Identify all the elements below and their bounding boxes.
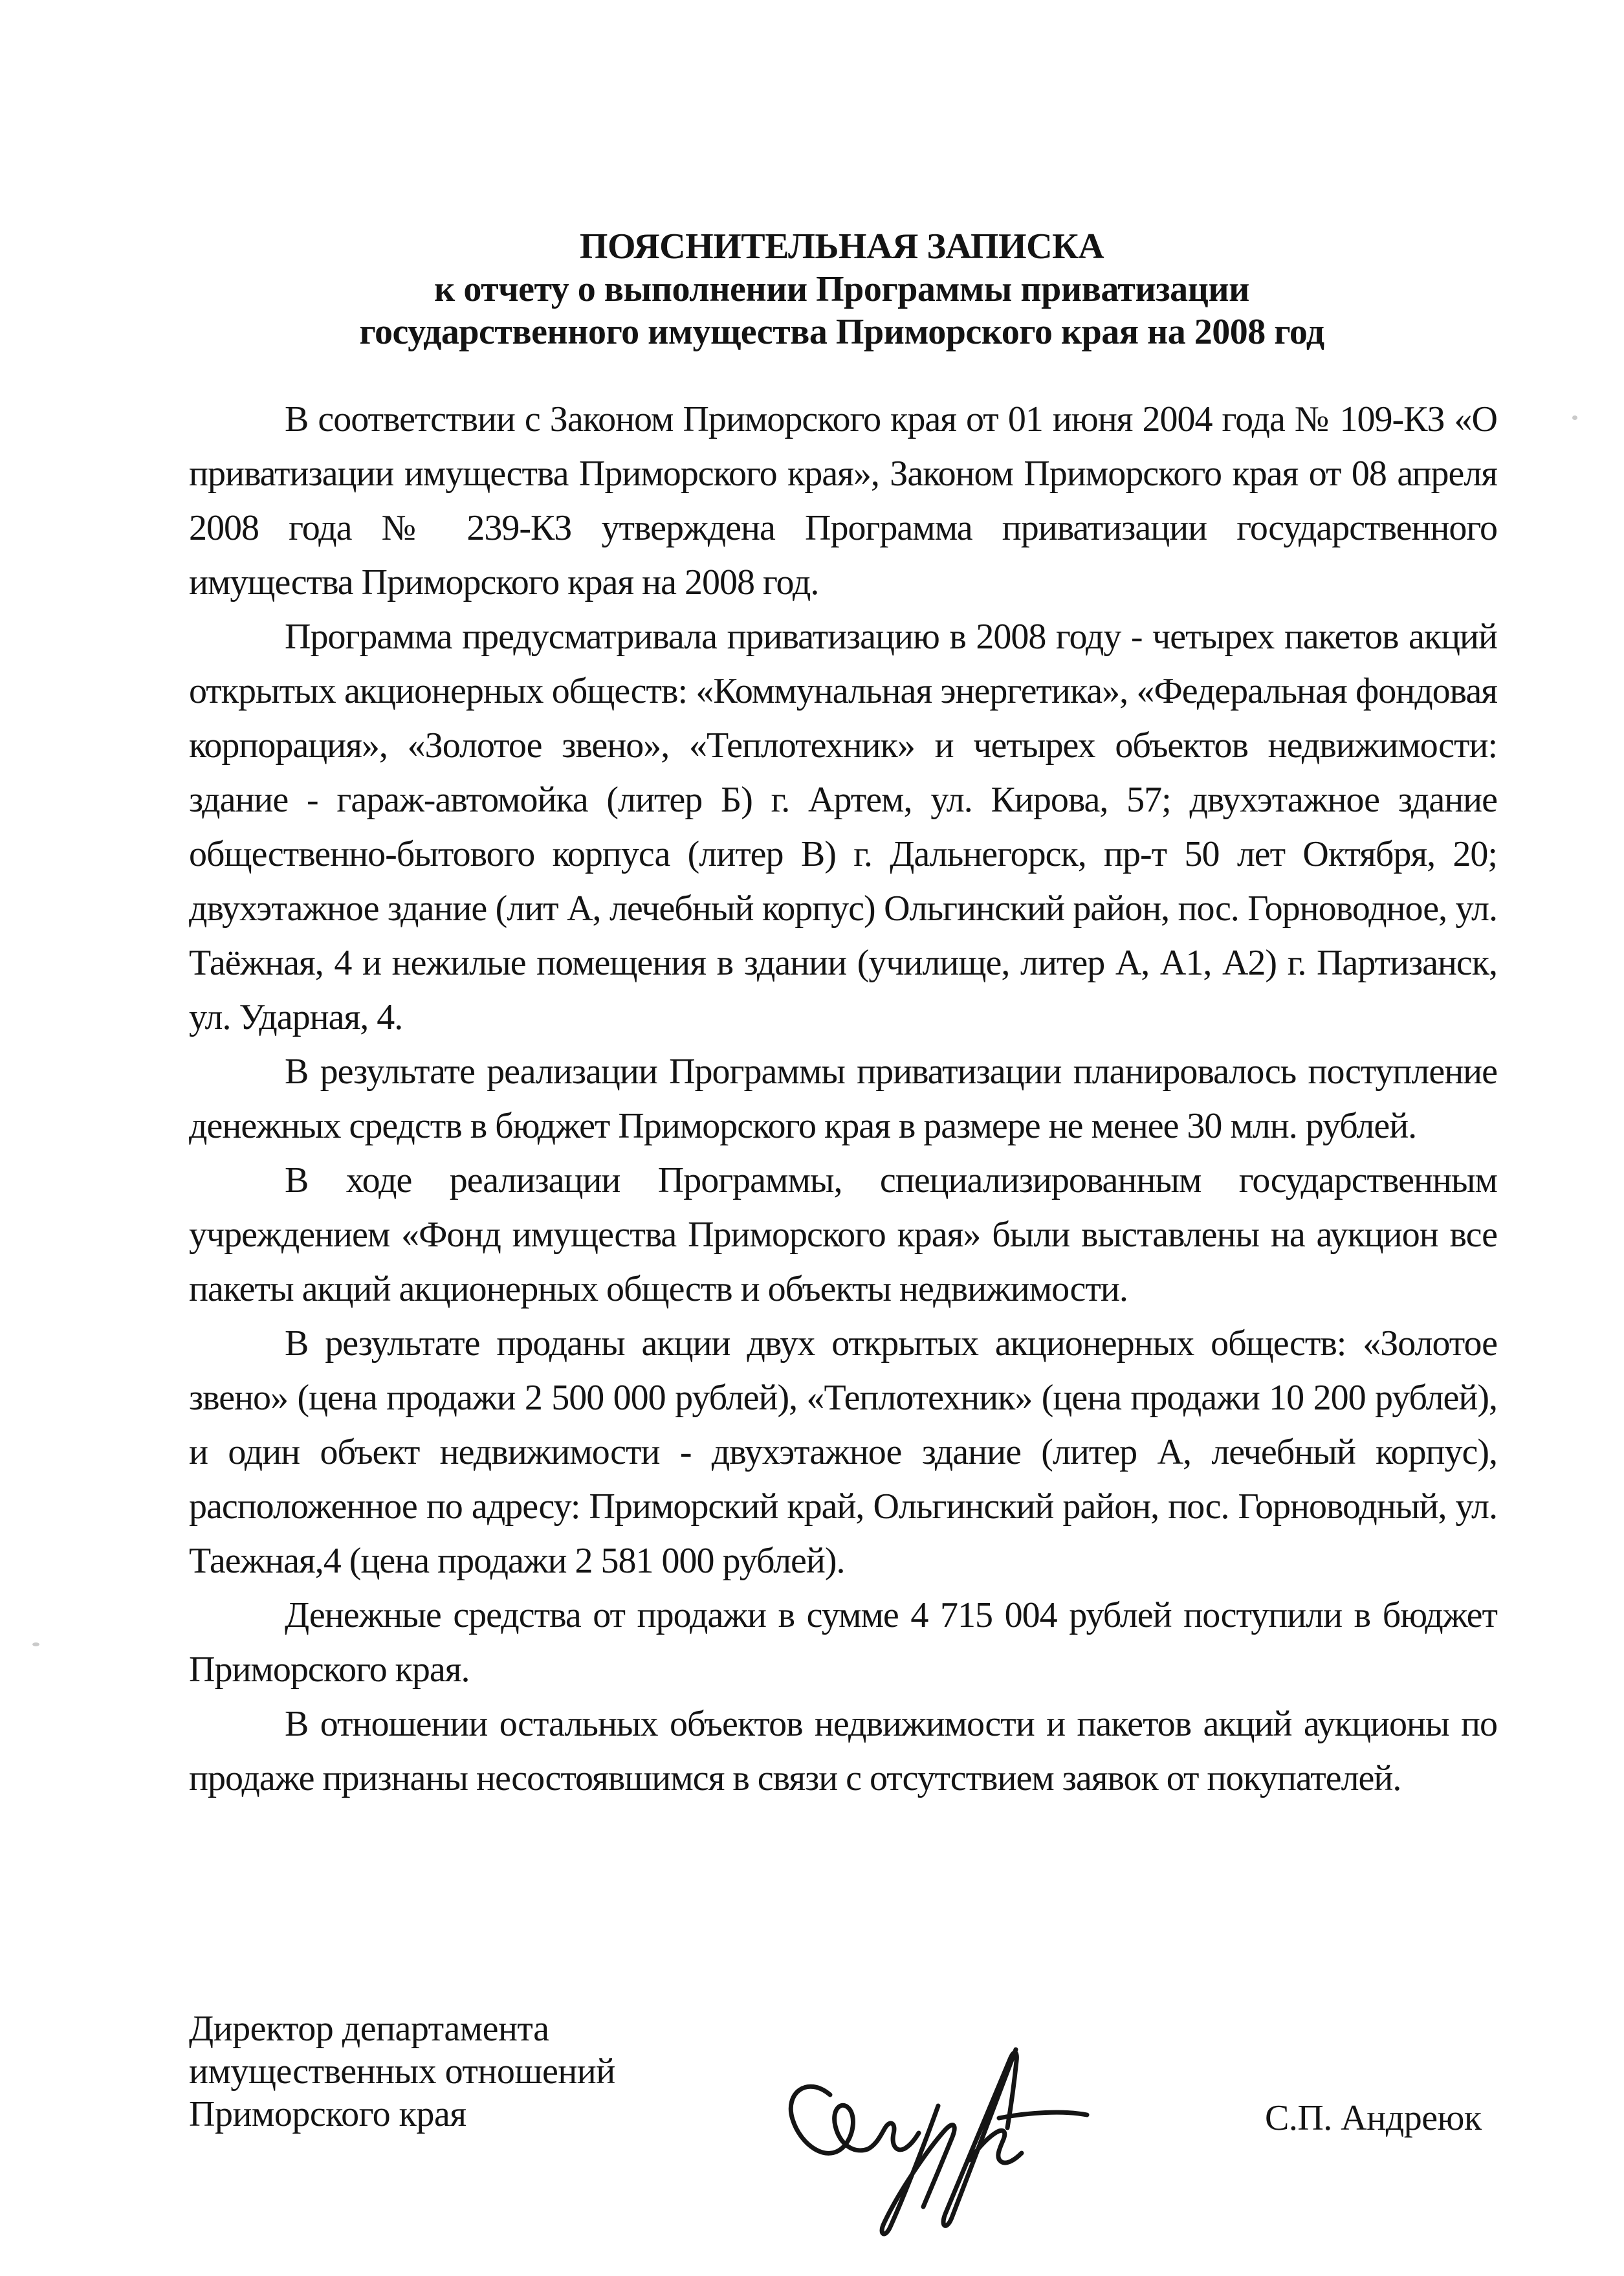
document-title bbox=[189, 225, 1495, 353]
title-line-2: к отчету о выполнении Программы приватизации bbox=[434, 269, 1249, 309]
signature-block bbox=[0, 2006, 1624, 2276]
signatory-position-line-3: Приморского края bbox=[189, 2094, 466, 2134]
signatory-position bbox=[189, 2007, 615, 2136]
paragraph-sale-results: В результате проданы акции двух открытых акционерных обществ: «Золотое звено» (цена продажи 2 500 000 рублей), «Теплотехник» (цена продажи 10 200 рублей), и один объект недвижимости - двухэтажное здание (литер А, лечебный корпус), расположенное по адресу: Приморский край, Ольгинский район, пос. Горноводный, ул. Таежная,4 (цена продажи 2 581 000 рублей). bbox=[189, 1323, 1497, 1581]
handwritten-signature bbox=[775, 2033, 1112, 2253]
signatory-position-line-2: имущественных отношений bbox=[189, 2051, 615, 2092]
signatory-name: С.П. Андреюк bbox=[1265, 2098, 1482, 2138]
title-line-3: государственного имущества Приморского края на 2008 год bbox=[359, 312, 1324, 352]
paragraph-failed-auctions: В отношении остальных объектов недвижимости и пакетов акций аукционы по продаже признаны несостоявшимся в связи с отсутствием заявок от покупателей. bbox=[189, 1704, 1497, 1798]
paragraph-planned-revenue: В результате реализации Программы приватизации планировалось поступление денежных средств в бюджет Приморского края в размере не менее 30 млн. рублей. bbox=[189, 1052, 1497, 1146]
paragraph-program-objects: Программа предусматривала приватизацию в 2008 году - четырех пакетов акций открытых акционерных обществ: «Коммунальная энергетика», «Федеральная фондовая корпорация», «Золотое звено», «Теплотехник» и четырех объектов недвижимости: здание - гараж-автомойка (литер Б) г. Артем, ул. Кирова, 57; двухэтажное здание общественно-бытового корпуса (литер В) г. Дальнегорск, пр-т 50 лет Октября, 20; двухэтажное здание (лит А, лечебный корпус) Ольгинский район, пос. Горноводное, ул. Таёжная, 4 и нежилые помещения в здании (училище, литер А, А1, А2) г. Партизанск, ул. Ударная, 4. bbox=[189, 617, 1497, 1037]
paragraph-legal-basis: В соответствии с Законом Приморского края от 01 июня 2004 года № 109-КЗ «О приватизации имущества Приморского края», Законом Приморского края от 08 апреля 2008 года № 239-КЗ утверждена Программа приватизации государственного имущества Приморского края на 2008 год. bbox=[189, 399, 1497, 602]
paragraph-budget-receipts: Денежные средства от продажи в сумме 4 715 004 рублей поступили в бюджет Приморского края. bbox=[189, 1595, 1497, 1690]
title-line-1: ПОЯСНИТЕЛЬНАЯ ЗАПИСКА bbox=[579, 226, 1104, 267]
scan-artifact bbox=[32, 1642, 39, 1646]
scan-artifact bbox=[1572, 415, 1577, 420]
signatory-position-line-1: Директор департамента bbox=[189, 2009, 549, 2049]
paragraph-auction-listing: В ходе реализации Программы, специализированным государственным учреждением «Фонд имущества Приморского края» были выставлены на аукцион все пакеты акций акционерных обществ и объекты недвижимости. bbox=[189, 1160, 1497, 1309]
document-body bbox=[189, 392, 1497, 1806]
